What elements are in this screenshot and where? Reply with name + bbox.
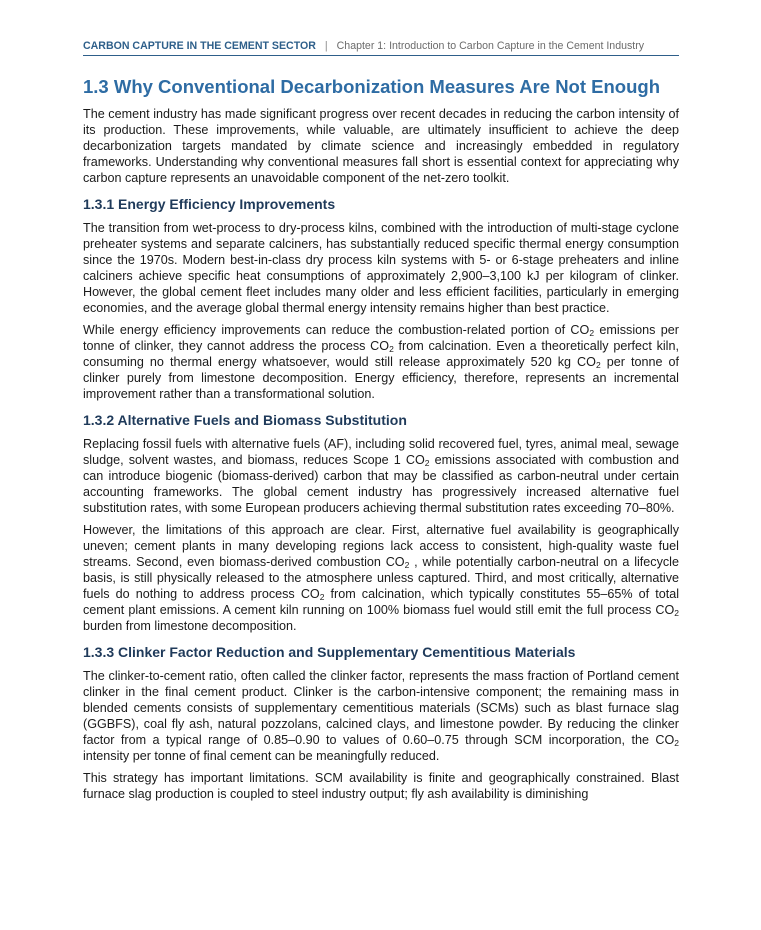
subscript: 2 — [319, 592, 325, 602]
text-run: The clinker-to-cement ratio, often called the clinker factor, represents the mass fraction of Portland cement clinker in the final cement product. Clinker is the carbon-intensive component; the remaining mass in blended cements consists of supplementary cementitious materials (SCMs) such as blast furnace slag (GGBFS), coal fly ash, natural pozzolans, calcined clays, and limestone powder. By reducing the clinker factor from a typical range of 0.85–0.90 to values of 0.60–0.75 through SCM incorporation, the CO — [83, 669, 679, 747]
text-run: intensity per tonne of final cement can be meaningfully reduced. — [83, 749, 440, 763]
intro-paragraph: The cement industry has made significant progress over recent decades in reducing the carbon intensity of its production. These improvements, while valuable, are ultimately insufficient to achieve the deep decarbonization targets mandated by climate science and increasingly embedded in regulatory frameworks. Understanding why conventional measures fall short is essential context for appreciating why carbon capture represents an unavoidable component of the net-zero toolkit. — [83, 107, 679, 185]
section-title: 1.3 Why Conventional Decarbonization Measures Are Not Enough — [83, 76, 661, 97]
header-rule — [83, 55, 679, 56]
text-run: However, the limitations of this approach are clear. First, alternative fuel availability is geographically uneven; cement plants in many developing regions lack access to consistent, high-quality waste fuel streams. Second, even biomass-derived combustion CO — [83, 523, 679, 569]
subscript: 2 — [589, 328, 595, 338]
text-run: While energy efficiency improvements can reduce the combustion-related portion of CO — [83, 323, 590, 337]
text-run: emissions associated with combustion and can introduce biogenic (biomass-derived) carbon that may be classified as carbon-neutral under certain accounting frameworks. The global cement industry has progressively increased alternative fuel substitution rates, with some European producers achieving thermal substitution rates exceeding 70–80%. — [83, 453, 679, 515]
subscript: 2 — [595, 360, 601, 370]
subscript: 2 — [389, 344, 394, 354]
alternative-fuels-paragraph-2 — [83, 522, 679, 634]
text-run: emissions per tonne of clinker, they cannot address the process CO — [83, 323, 679, 353]
header-chapter-title: Chapter 1: Introduction to Carbon Capture in the Cement Industry — [336, 40, 645, 52]
energy-efficiency-paragraph-2 — [83, 322, 679, 402]
subsection-heading-alternative-fuels: 1.3.2 Alternative Fuels and Biomass Substitution — [83, 412, 407, 428]
text-run: Replacing fossil fuels with alternative fuels (AF), including solid recovered fuel, tyres, animal meal, sewage sludge, solvent wastes, and biomass, reduces Scope 1 CO — [83, 437, 679, 467]
clinker-factor-paragraph-2: This strategy has important limitations. SCM availability is finite and geographically constrained. Blast furnace slag production is coupled to steel industry output; fly ash availability is diminishing — [83, 771, 679, 801]
subscript: 2 — [404, 560, 410, 570]
document-page — [83, 0, 679, 808]
text-run: burden from limestone decomposition. — [83, 619, 297, 633]
text-run: , while potentially carbon-neutral on a lifecycle basis, is still physically released to the atmosphere unless captured. Third, and most critically, alternative fuels do nothing to address process CO — [83, 555, 679, 601]
subsection-heading-energy-efficiency: 1.3.1 Energy Efficiency Improvements — [83, 196, 336, 212]
text-run: from calcination, which typically constitutes 55–65% of total cement plant emissions. A cement kiln running on 100% biomass fuel would still emit the full process CO — [83, 587, 680, 617]
running-header — [83, 40, 679, 53]
subscript: 2 — [424, 458, 430, 468]
clinker-factor-paragraph-1 — [83, 668, 679, 764]
header-separator: | — [324, 40, 328, 52]
text-run: per tonne of clinker purely from limestone decomposition. Energy efficiency, therefore, represents an incremental improvement rather than a transformational solution. — [83, 355, 679, 401]
alternative-fuels-paragraph-1 — [83, 436, 679, 516]
header-section-title: CARBON CAPTURE IN THE CEMENT SECTOR — [83, 40, 316, 52]
subsection-heading-clinker-factor: 1.3.3 Clinker Factor Reduction and Supplementary Cementitious Materials — [83, 644, 576, 660]
subscript: 2 — [674, 738, 679, 748]
subscript: 2 — [674, 608, 679, 618]
text-run: from calcination. Even a theoretically perfect kiln, consuming no thermal energy whatsoever, would still release approximately 520 kg CO — [83, 339, 679, 369]
energy-efficiency-paragraph-1: The transition from wet-process to dry-process kilns, combined with the introduction of multi-stage cyclone preheater systems and separate calciners, has substantially reduced specific thermal energy consumption since the 1970s. Modern best-in-class dry process kiln systems with 5- or 6-stage preheaters and inline calciners achieve specific heat consumptions of approximately 2,900–3,100 kJ per kilogram of clinker. However, the global cement fleet includes many older and less efficient facilities, particularly in emerging economies, and the average global thermal energy intensity remains higher than best practice. — [83, 221, 679, 315]
